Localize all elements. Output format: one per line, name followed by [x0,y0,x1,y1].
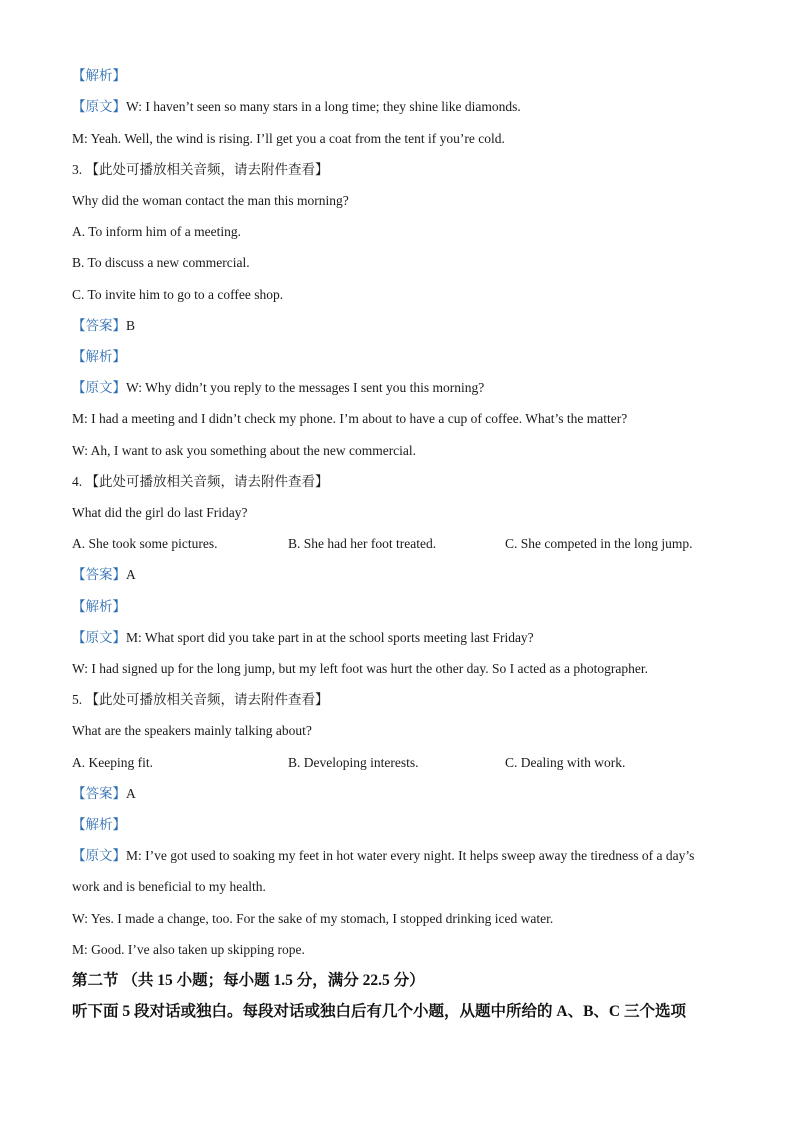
transcript-line: M: Good. I’ve also taken up skipping rope. [72,942,305,957]
transcript-line: M: Yeah. Well, the wind is rising. I’ll get you a coat from the tent if you’re cold. [72,131,505,146]
option-a-q5: A. Keeping fit. [72,755,153,770]
analysis-label-q2: 【解析】 [72,68,126,83]
option-a-q3: A. To inform him of a meeting. [72,224,242,239]
section-heading: 第二节 （共 15 小题；每小题 1.5 分，满分 22.5 分） [72,972,425,989]
question-q4: What did the girl do last Friday? [72,505,248,520]
option-c-q3: C. To invite him to go to a coffee shop. [72,287,284,302]
audio-placeholder-q5[interactable]: 5. 【此处可播放相关音频，请去附件查看】 [72,692,329,707]
transcript-line: 【原文】M: I’ve got used to soaking my feet in hot water every night. It helps sweep away the tiredness of a day’s [72,848,695,863]
option-b-q3: B. To discuss a new commercial. [72,255,250,270]
analysis-label-q5: 【解析】 [72,817,126,832]
transcript-line: 【原文】W: I haven’t seen so many stars in a long time; they shine like diamonds. [72,99,521,114]
transcript-line: M: I had a meeting and I didn’t check my phone. I’m about to have a cup of coffee. What’s the matter? [72,411,628,426]
option-c-q5: C. Dealing with work. [505,755,626,770]
option-a-q4: A. She took some pictures. [72,536,218,551]
question-q5: What are the speakers mainly talking about? [72,723,312,738]
transcript-line: W: Yes. I made a change, too. For the sake of my stomach, I stopped drinking iced water. [72,911,554,926]
analysis-label-q4: 【解析】 [72,599,126,614]
transcript-line: W: I had signed up for the long jump, but my left foot was hurt the other day. So I acted as a photographer. [72,661,648,676]
audio-placeholder-q4[interactable]: 4. 【此处可播放相关音频，请去附件查看】 [72,474,329,489]
original-label: 【原文】 [72,99,126,114]
option-b-q5: B. Developing interests. [288,755,419,770]
audio-placeholder-q3[interactable]: 3. 【此处可播放相关音频，请去附件查看】 [72,162,329,177]
answer-q5: 【答案】A [72,786,136,801]
transcript-line: 【原文】M: What sport did you take part in at the school sports meeting last Friday? [72,630,534,645]
transcript-line: W: Ah, I want to ask you something about the new commercial. [72,443,417,458]
transcript-line: work and is beneficial to my health. [72,879,266,894]
answer-q3: 【答案】B [72,318,136,333]
analysis-label-q3: 【解析】 [72,349,126,364]
question-q3: Why did the woman contact the man this morning? [72,193,349,208]
section-instruction: 听下面 5 段对话或独白。每段对话或独白后有几个小题，从题中所给的 A、B、C 三个选项 [72,1003,686,1020]
answer-q4: 【答案】A [72,567,136,582]
option-c-q4: C. She competed in the long jump. [505,536,693,551]
option-b-q4: B. She had her foot treated. [288,536,437,551]
transcript-line: 【原文】W: Why didn’t you reply to the messages I sent you this morning? [72,380,485,395]
